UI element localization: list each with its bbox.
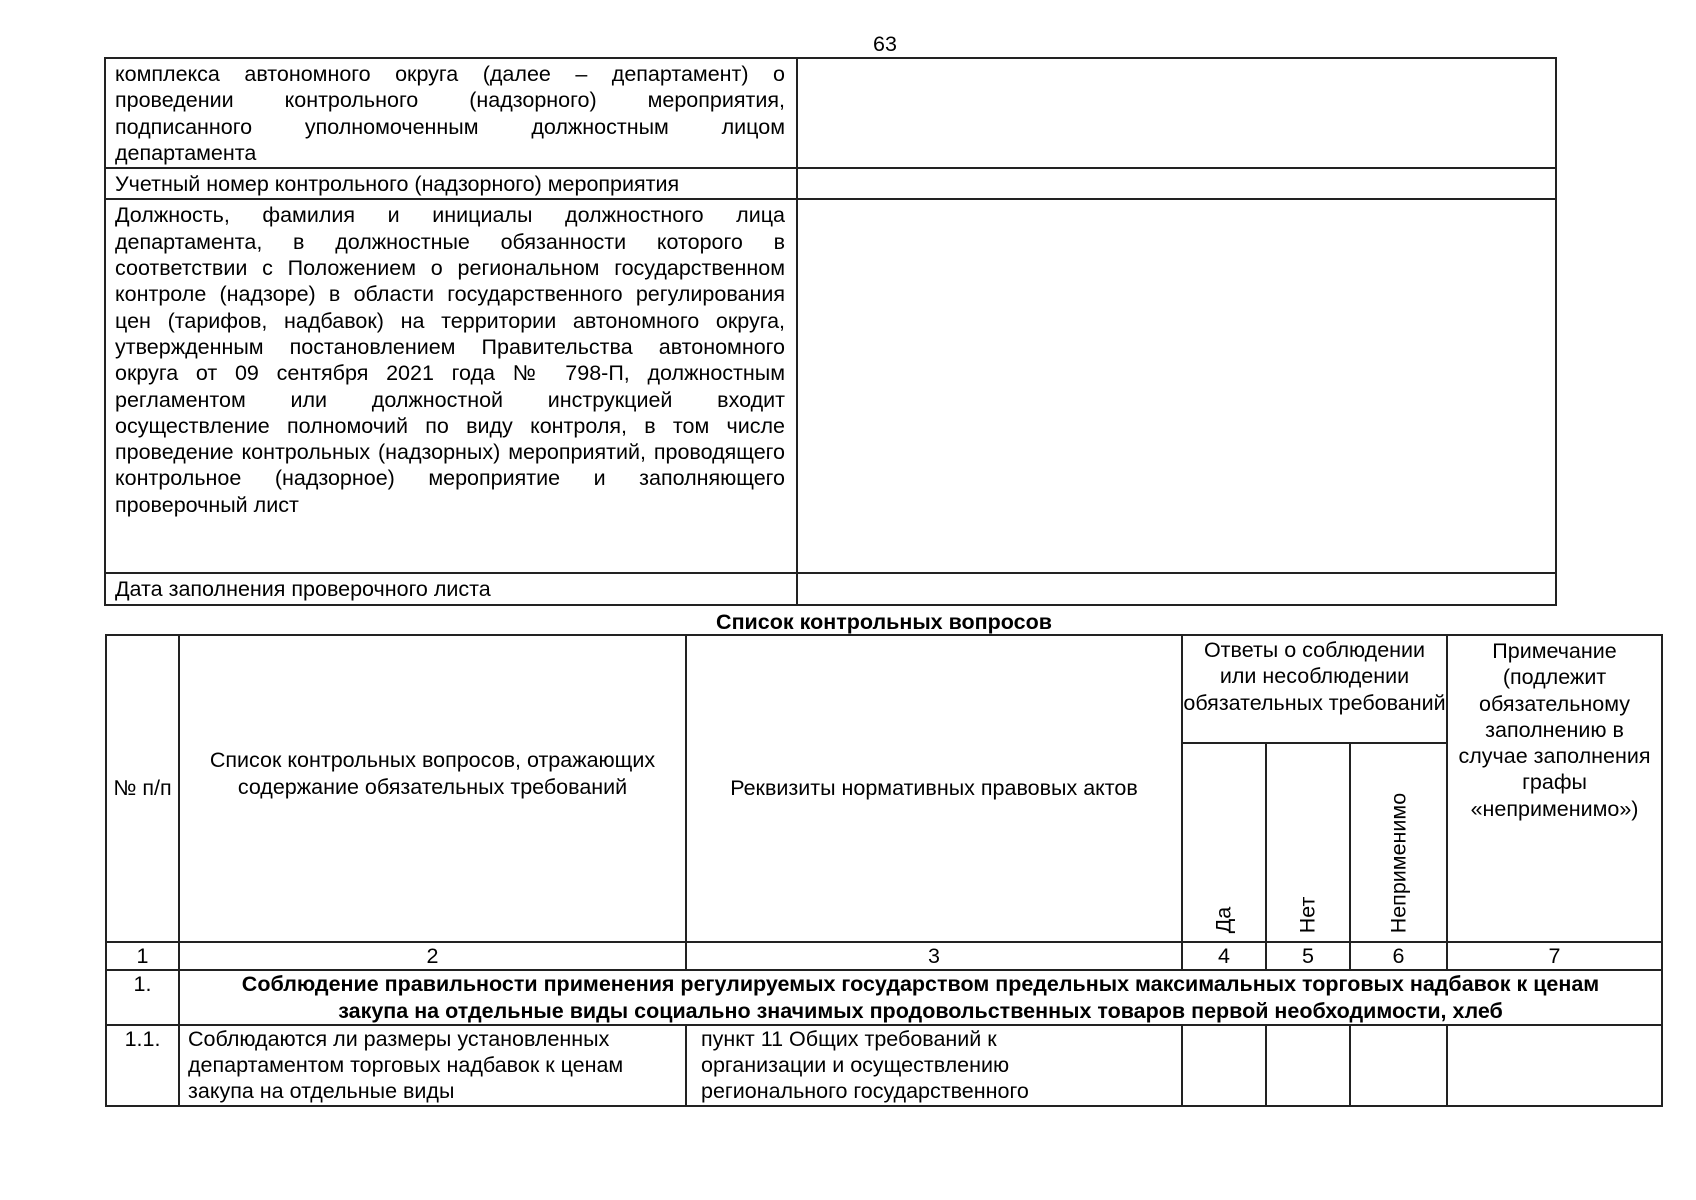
info-label: Учетный номер контрольного (надзорного) мероприятия [105, 168, 797, 199]
header-number: № п/п [106, 635, 179, 942]
info-label: Должность, фамилия и инициалы должностного лица департамента, в должностные обязанности которого в соответствии с Положением о региональном государственном контроле (надзоре) в области государственного регулирования цен (тарифов, надбавок) на территории автономного округа, утвержденным постановлением Правительства автономного округа от 09 сентября 2021 года № 798-П, должностным регламентом или должностной инструкцией входит осуществление полномочий по виду контроля, в том числе проведение контрольных (надзорных) мероприятий, проводящего контрольное (надзорное) мероприятие и заполняющего проверочный лист [105, 199, 797, 573]
column-number: 2 [179, 942, 686, 970]
header-yes [1182, 743, 1266, 942]
info-value-cell[interactable] [797, 199, 1556, 573]
item-question: Соблюдаются ли размеры установленных департаментом торговых надбавок к ценам закупа на отдельные виды [179, 1025, 686, 1106]
section-title: Соблюдение правильности применения регулируемых государством предельных максимальных торговых надбавок к ценам закупа на отдельные виды социально значимых продовольственных товаров первой необходимости, хлеб [179, 970, 1662, 1025]
column-number: 3 [686, 942, 1182, 970]
header-row [106, 635, 1662, 743]
info-row [105, 573, 1556, 604]
table-row [106, 1025, 1662, 1106]
info-label: Дата заполнения проверочного листа [105, 573, 797, 604]
info-value-cell[interactable] [797, 168, 1556, 199]
header-not-applicable-label: Неприменимо [1386, 792, 1411, 933]
page-number: 63 [873, 32, 897, 56]
section-number: 1. [106, 970, 179, 1025]
info-value-cell[interactable] [797, 573, 1556, 604]
info-table [104, 57, 1557, 606]
header-no [1266, 743, 1350, 942]
answer-not-applicable-cell[interactable] [1350, 1025, 1447, 1106]
header-questions: Список контрольных вопросов, отражающих содержание обязательных требований [179, 635, 686, 942]
checklist-title: Список контрольных вопросов [716, 610, 1052, 634]
questions-table [105, 634, 1663, 1107]
column-numbers-row [106, 942, 1662, 970]
column-number: 6 [1350, 942, 1447, 970]
info-row [105, 58, 1556, 168]
info-label: комплекса автономного округа (далее – департамент) о проведении контрольного (надзорного) мероприятия, подписанного уполномоченным должностным лицом департамента [105, 58, 797, 168]
column-number: 7 [1447, 942, 1662, 970]
column-number: 5 [1266, 942, 1350, 970]
note-cell[interactable] [1447, 1025, 1662, 1106]
header-yes-label: Да [1211, 906, 1236, 933]
info-value-cell[interactable] [797, 58, 1556, 168]
info-row [105, 168, 1556, 199]
column-number: 1 [106, 942, 179, 970]
item-number: 1.1. [106, 1025, 179, 1106]
answer-yes-cell[interactable] [1182, 1025, 1266, 1106]
header-no-label: Нет [1295, 896, 1320, 933]
item-requisites: пункт 11 Общих требований к организации и осуществлению регионального государственного [686, 1025, 1182, 1106]
section-row [106, 970, 1662, 1025]
header-note: Примечание (подлежит обязательному заполнению в случае заполнения графы «неприменимо») [1447, 635, 1662, 942]
column-number: 4 [1182, 942, 1266, 970]
answer-no-cell[interactable] [1266, 1025, 1350, 1106]
header-not-applicable [1350, 743, 1447, 942]
header-answers: Ответы о соблюдении или несоблюдении обязательных требований [1182, 635, 1447, 743]
info-row [105, 199, 1556, 573]
header-requisites: Реквизиты нормативных правовых актов [686, 635, 1182, 942]
